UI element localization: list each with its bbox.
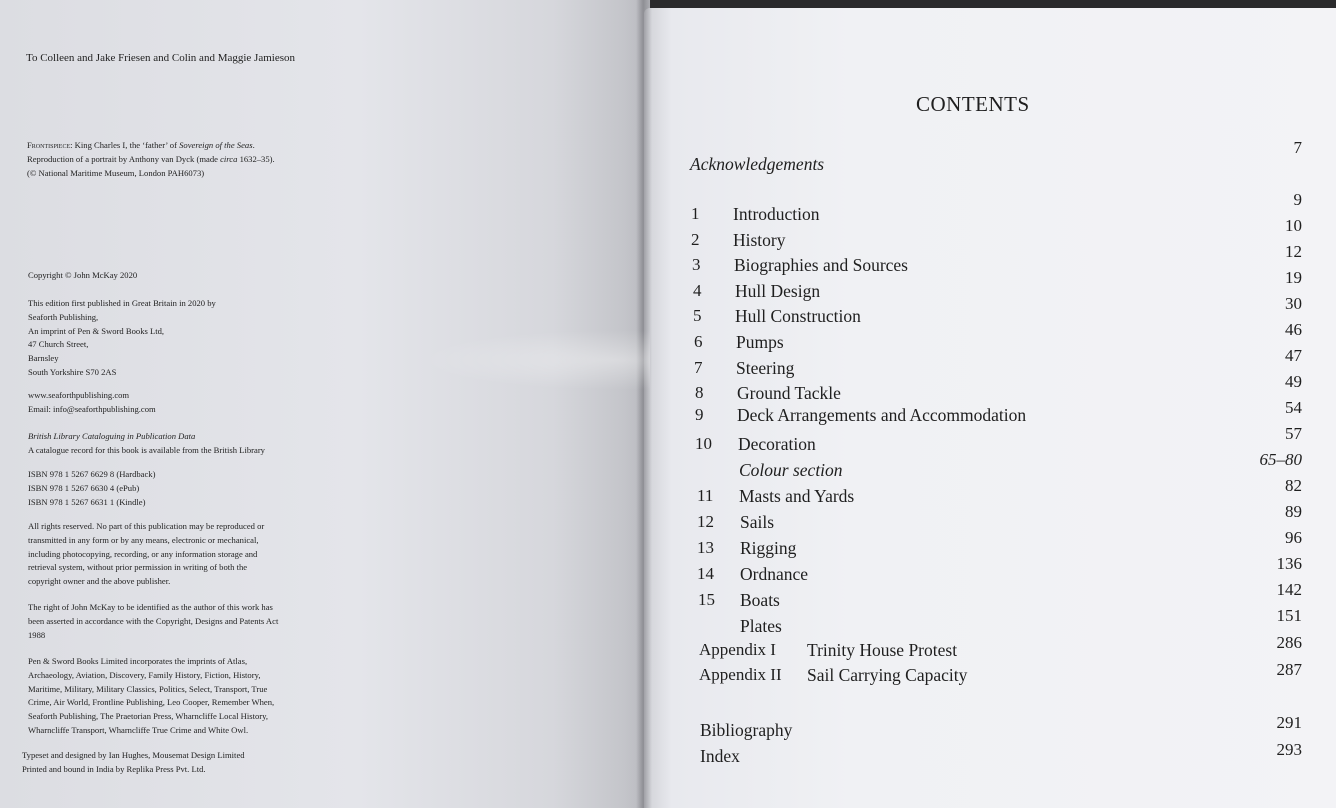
rights-line: including photocopying, recording, or any information storage and [28,548,258,559]
toc-entry-title: Hull Construction [735,306,861,326]
cataloguing-text: A catalogue record for this book is available from the British Library [28,444,265,455]
publisher-line: Seaforth Publishing, [28,311,99,322]
toc-entry-number: 15 [698,590,715,609]
toc-entry-title: Hull Design [735,281,821,301]
toc-entry-title: Sails [740,512,775,532]
isbn-list [28,468,328,509]
imprint-line: Archaeology, Aviation, Discovery, Family History, Fiction, History, [28,669,261,680]
moral-line: The right of John McKay to be identified as the author of this work has [28,602,273,612]
toc-entry-page: 65–80 [1259,450,1302,469]
imprint-line: Wharncliffe Transport, Wharncliffe True Crime and White Owl. [28,724,249,735]
toc-entry-page: 89 [1285,502,1302,521]
toc-entry-page: 151 [1276,606,1302,625]
moral-line: 1988 [28,629,46,640]
cataloguing-heading: British Library Cataloguing in Publication Data [28,431,196,441]
toc-entry-number: 7 [694,358,703,377]
publisher-line: South Yorkshire S70 2AS [28,366,117,377]
toc-entry-title: Biographies and Sources [734,255,908,275]
toc-entry-page: 293 [1276,740,1302,759]
toc-entry-title: Pumps [736,332,784,352]
toc-entry-page: 291 [1276,713,1302,732]
page-fold-highlight [420,330,650,390]
toc-entry-title: Rigging [740,538,797,558]
toc-entry-page: 47 [1285,346,1302,365]
isbn-line: ISBN 978 1 5267 6629 8 (Hardback) [28,469,156,479]
toc-entry-number: 1 [691,204,700,223]
toc-entry-number: 5 [693,306,702,325]
toc-entry-number: 6 [694,332,703,351]
toc-entry-number: 11 [697,486,714,505]
rights-line: All rights reserved. No part of this publication may be reproduced or [28,521,265,531]
dedication: To Colleen and Jake Friesen and Colin and Maggie Jamieson [26,52,295,64]
imprint-line: Crime, Air World, Frontline Publishing, Leo Cooper, Remember When, [28,697,275,708]
toc-entry-number: Appendix I [699,640,776,659]
cataloguing-data [28,430,328,458]
imprint-line: Pen & Sword Books Limited incorporates the imprints of Atlas, [28,656,248,666]
frontispiece-ship-name: Sovereign of the Seas [179,140,253,150]
publisher-line: An imprint of Pen & Sword Books Ltd, [28,325,165,336]
toc-entry-title: Plates [740,616,782,636]
frontispiece-line2-end: 1632–35). [237,153,275,164]
toc-entry-title: Trinity House Protest [807,640,958,660]
toc-entry-page: 30 [1285,294,1302,313]
toc-entry-title: Index [700,746,740,766]
email: Email: info@seaforthpublishing.com [28,403,156,414]
toc-entry-title: Ordnance [740,564,809,584]
publisher-line: This edition first published in Great Britain in 2020 by [28,298,216,308]
rights-line: retrieval system, without prior permission in writing of both the [28,562,248,573]
printer-line: Printed and bound in India by Replika Press Pvt. Ltd. [22,763,206,774]
toc-entry-page: 7 [1293,138,1302,157]
toc-entry-number: 4 [693,281,702,300]
contents-title: CONTENTS [916,92,1030,116]
isbn-line: ISBN 978 1 5267 6630 4 (ePub) [28,482,140,493]
website: www.seaforthpublishing.com [28,390,130,400]
toc-entry-number: 3 [692,255,701,274]
toc-entry-number: 9 [695,405,704,424]
web-contact [28,389,328,417]
toc-entry-title: Masts and Yards [739,486,855,506]
frontispiece-text: King Charles I, the ‘father’ of [74,140,180,150]
toc-entry-number: 8 [695,383,704,402]
toc-entry-title: Steering [736,358,795,378]
toc-entry-page: 82 [1285,476,1302,495]
frontispiece-line2: Reproduction of a portrait by Anthony van Dyck (made [27,153,221,164]
toc-entry-title: Ground Tackle [737,383,841,403]
typeset-credit [22,749,322,777]
toc-entry-title: Colour section [739,460,843,480]
toc-entry-page: 286 [1276,633,1302,652]
toc-entry-page: 142 [1276,580,1302,599]
toc-entry-page: 54 [1285,398,1302,417]
toc-entry-title: Introduction [733,204,820,224]
imprint-line: Maritime, Military, Military Classics, Politics, Select, Transport, True [28,683,268,694]
toc-entry-title: Boats [740,590,780,610]
publisher-info [28,297,328,380]
toc-entry-page: 19 [1285,268,1302,287]
frontispiece-end: . [252,140,255,150]
copyright-line: Copyright © John McKay 2020 [28,270,138,280]
toc-entry-number: 13 [697,538,714,557]
frontispiece-circa: circa [220,153,238,164]
toc-entry-page: 57 [1285,424,1302,443]
toc-entry-page: 9 [1293,190,1302,209]
imprint-line: Seaforth Publishing, The Praetorian Press, Wharncliffe Local History, [28,711,269,722]
isbn-line: ISBN 978 1 5267 6631 1 (Kindle) [28,496,146,507]
toc-entry-title: Bibliography [700,720,793,740]
toc-entry-number: 2 [691,230,700,249]
publisher-line: Barnsley [28,353,59,364]
toc-entry-number: 14 [697,564,714,583]
moral-line: been asserted in accordance with the Copyright, Designs and Patents Act [28,615,279,626]
toc-entry-page: 287 [1276,660,1302,679]
typeset-line: Typeset and designed by Ian Hughes, Mousemat Design Limited [22,750,245,760]
toc-entry-number: 10 [695,434,712,453]
toc-entry-page: 96 [1285,528,1302,547]
toc-entry-number: Appendix II [699,665,782,684]
toc-entry-page: 136 [1276,554,1302,573]
toc-entry-page: 12 [1285,242,1302,261]
book-gutter [636,0,652,808]
toc-entry-page: 49 [1285,372,1302,391]
toc-entry-number: 12 [697,512,714,531]
toc-entry-page: 10 [1285,216,1302,235]
publisher-line: 47 Church Street, [28,339,89,350]
toc-entry-title: Acknowledgements [690,154,825,174]
toc-entry-title: Sail Carrying Capacity [807,665,968,685]
moral-rights [28,601,328,642]
toc-entry-title: Deck Arrangements and Accommodation [737,405,1027,425]
imprints-list [28,655,328,738]
rights-line: copyright owner and the above publisher. [28,576,171,587]
frontispiece-caption [27,139,337,180]
toc-entry-title: Decoration [738,434,816,454]
rights-notice [28,520,318,589]
frontispiece-label: Frontispiece: [27,140,73,150]
frontispiece-credit: (© National Maritime Museum, London PAH6073) [27,167,205,178]
toc-entry-title: History [733,230,786,250]
toc-entry-page: 46 [1285,320,1302,339]
rights-line: transmitted in any form or by any means, electronic or mechanical, [28,534,259,545]
